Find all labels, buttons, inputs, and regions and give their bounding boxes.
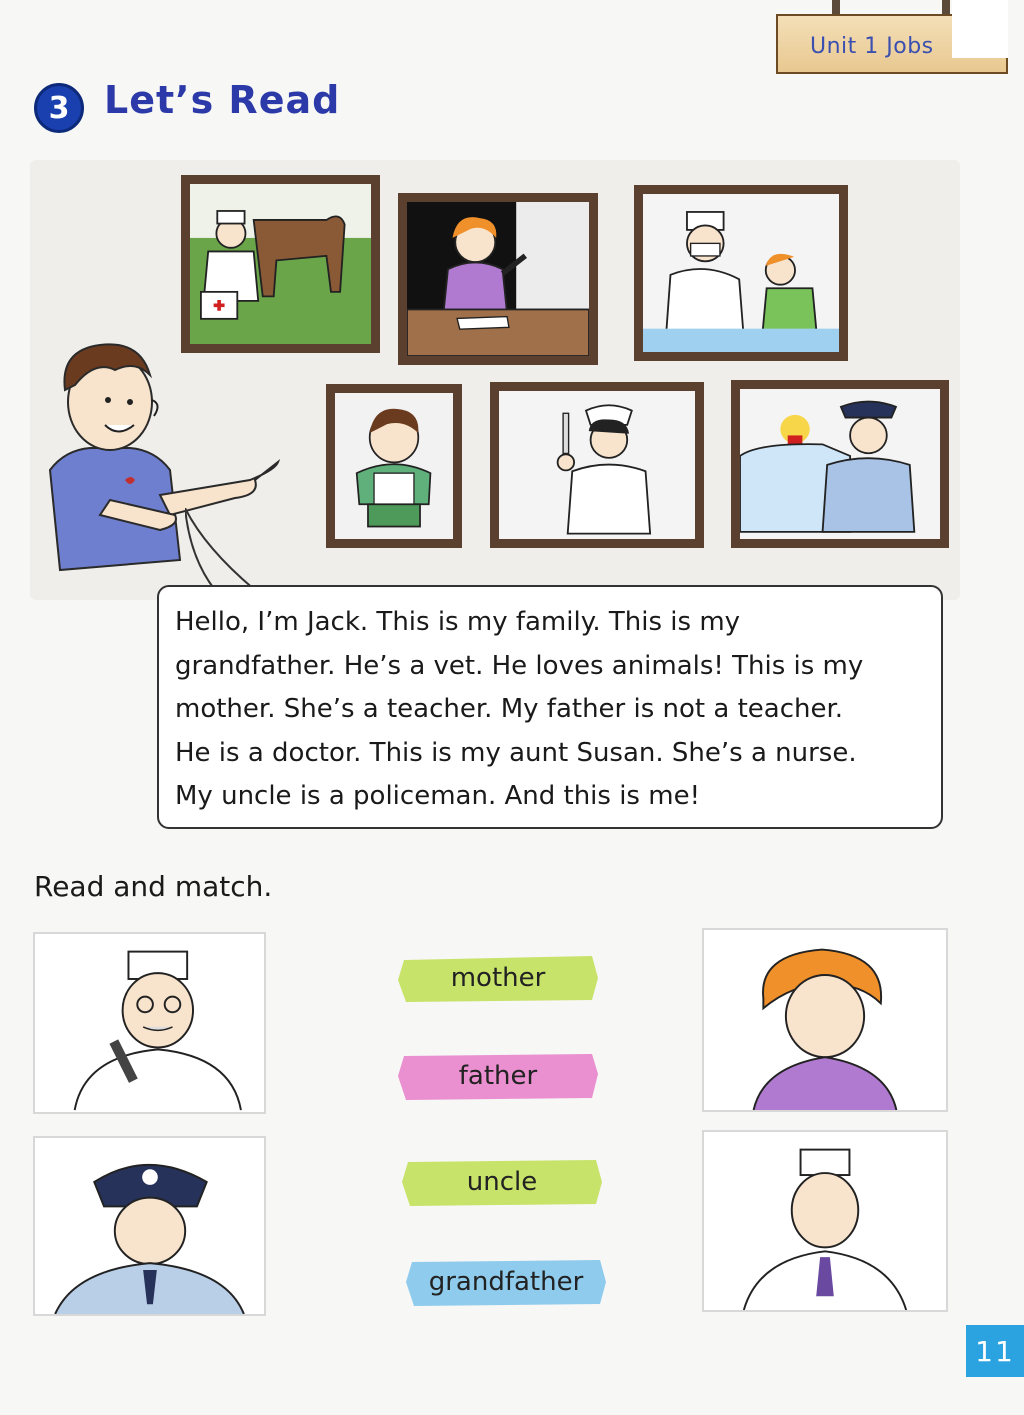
activity-instruction: Read and match. (34, 870, 273, 903)
word-label: mother (450, 963, 546, 993)
speech-bubble (157, 585, 943, 829)
word-father[interactable] (398, 1050, 598, 1102)
frame-father-doctor (634, 185, 848, 361)
bubble-tail (185, 508, 265, 590)
frame-aunt-nurse (490, 382, 704, 548)
frame-jack (326, 384, 462, 548)
story-text (175, 601, 927, 819)
card-mother[interactable] (702, 928, 948, 1112)
word-mother[interactable] (398, 952, 598, 1004)
frame-uncle-policeman (731, 380, 949, 548)
frame-grandfather-vet (181, 175, 380, 353)
story-line: mother. She’s a teacher. My father is not a teacher. (175, 694, 844, 724)
word-label: grandfather (428, 1267, 584, 1297)
story-line: Hello, I’m Jack. This is my family. This is my (175, 607, 741, 637)
card-father-doctor[interactable] (702, 1130, 948, 1312)
section-number-badge: 3 (34, 83, 84, 133)
frame-mother-teacher (398, 193, 598, 365)
story-line: He is a doctor. This is my aunt Susan. She’s a nurse. (175, 737, 857, 768)
word-grandfather[interactable] (406, 1256, 606, 1308)
card-policeman[interactable] (33, 1136, 266, 1316)
story-line: My uncle is a policeman. And this is me! (175, 781, 700, 811)
story-line: grandfather. He’s a vet. He loves animals! This is my (175, 650, 864, 681)
unit-label: Unit 1 Jobs (810, 34, 934, 59)
word-label: father (458, 1061, 538, 1091)
page-number: 11 (966, 1325, 1024, 1377)
word-label: uncle (466, 1167, 538, 1197)
card-grandfather-doctor[interactable] (33, 932, 266, 1114)
word-uncle[interactable] (402, 1156, 602, 1208)
unit-sign (776, 0, 1008, 76)
section-title: Let’s Read (104, 78, 341, 122)
